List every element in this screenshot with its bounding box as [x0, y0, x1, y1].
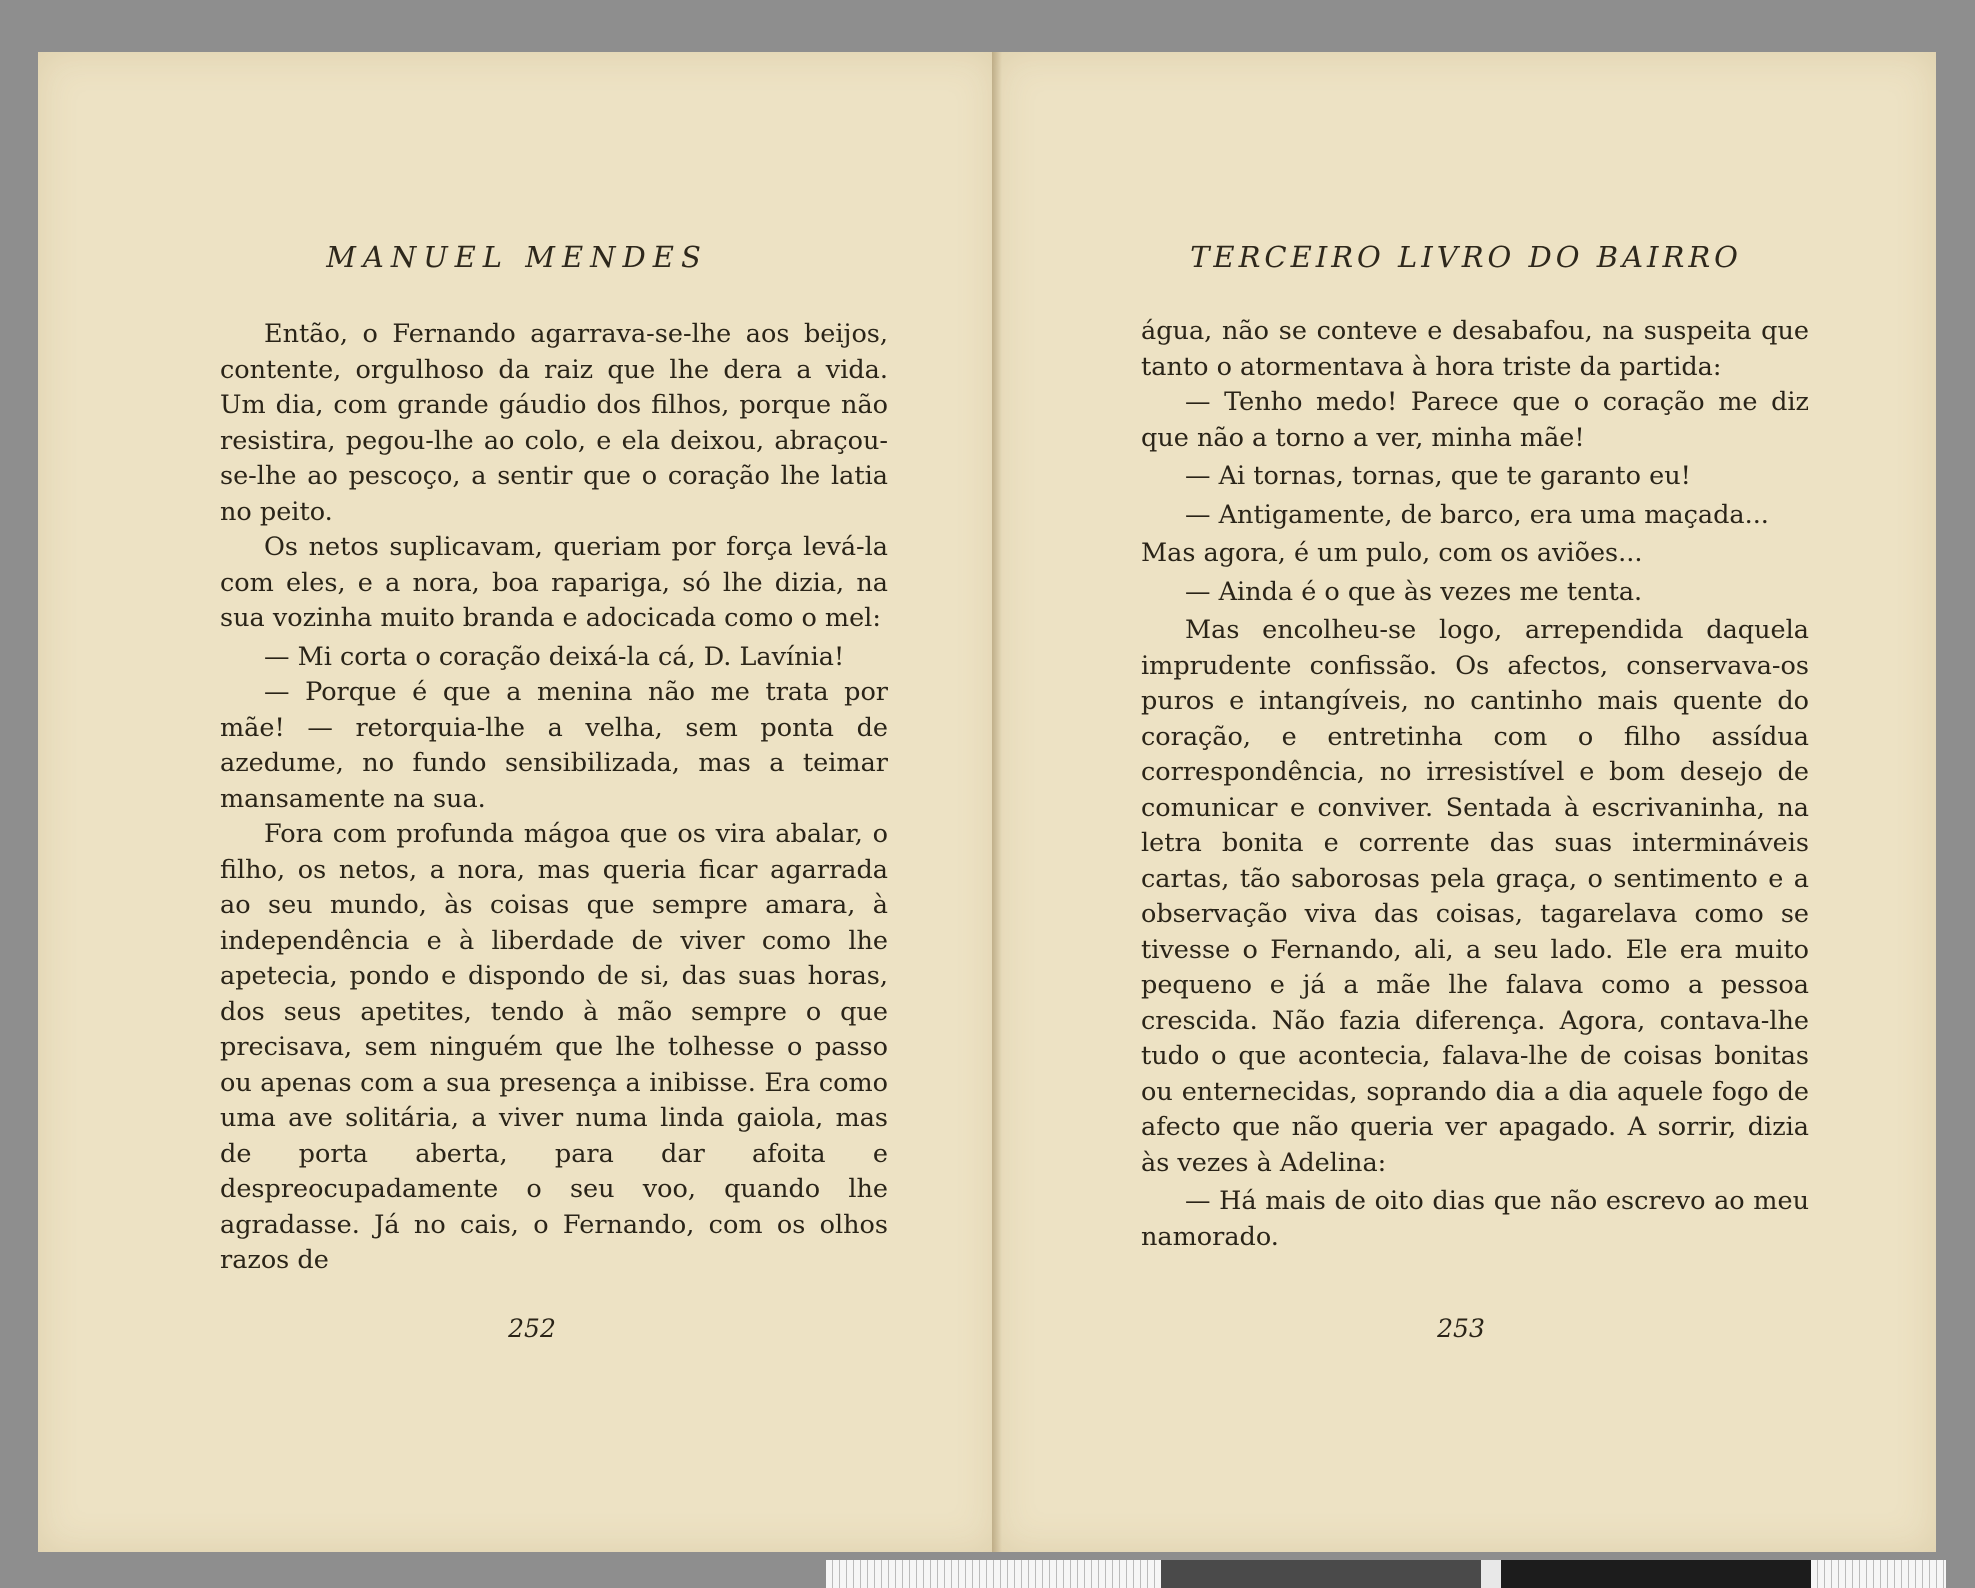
dialogue-line: — Antigamente, de barco, era uma maçada...: [1185, 499, 1769, 530]
ruler-segment: [1481, 1560, 1501, 1588]
dialogue-line: — Há mais de oito dias que não escrevo ao meu namorado.: [1141, 1186, 1809, 1252]
page-number-left: 252: [508, 1314, 556, 1343]
book-spread: [38, 52, 1936, 1552]
dialogue-line: — Ai tornas, tornas, que te garanto eu!: [1185, 461, 1691, 491]
dialogue-line: — Ainda é o que às vezes me tenta.: [1185, 576, 1643, 607]
left-page-body: [220, 317, 888, 1279]
right-page-body: [1141, 314, 1809, 1255]
paragraph-continuation: água, não se conteve e desabafou, na suspeita que tanto o atormentava à hora triste da partida:: [1141, 316, 1809, 382]
ruler-segment: [826, 1560, 1161, 1588]
left-page: [38, 52, 996, 1552]
dialogue-line: Mas agora, é um pulo, com os aviões...: [1141, 538, 1643, 568]
paragraph: Mas encolheu-se logo, arrependida daquela imprudente confissão. Os afectos, conservava-os puros e intangíveis, no cantinho mais quente do coração, e entretinha com o filho assídua correspondência, no irresistível e bom desejo de comunicar e conviver. Sentada à escrivaninha, na letra bonita e corrente das suas intermináveis cartas, tão saborosas pela graça, o sentimento e a observação viva das coisas, tagarelava como se tivesse o Fernando, ali, a seu lado. Ele era muito pequeno e já a mãe lhe falava como a pessoa crescida. Não fazia diferença. Agora, contava-lhe tudo o que acontecia, falava-lhe de coisas bonitas ou enternecidas, soprando dia a dia aquele fogo de afecto que não queria ver apagado. A sorrir, dizia às vezes à Adelina:: [1141, 615, 1809, 1178]
paragraph: Fora com profunda mágoa que os vira abalar, o filho, os netos, a nora, mas queria ficar agarrada ao seu mundo, às coisas que sempre amara, à independência e à liberdade de viver como lhe apetecia, pondo e dispondo de si, das suas horas, dos seus apetites, tendo à mão sempre o que precisava, sem ninguém que lhe tolhesse o passo ou apenas com a sua presença a inibisse. Era como uma ave solitária, a viver numa linda gaiola, mas de porta aberta, para dar afoita e despreocupadamente o seu voo, quando lhe agradasse. Já no cais, o Fernando, com os olhos razos de: [220, 819, 888, 1275]
right-page: [996, 52, 1936, 1552]
running-header-right: TERCEIRO LIVRO DO BAIRRO: [1190, 240, 1742, 274]
paragraph: Os netos suplicavam, queriam por força levá-la com eles, e a nora, boa rapariga, só lhe dizia, na sua vozinha muito branda e adocicada como o mel:: [220, 532, 888, 633]
page-number-right: 253: [1437, 1314, 1485, 1343]
dialogue-line: — Mi corta o coração deixá-la cá, D. Lavínia!: [264, 641, 845, 672]
ruler-segment: [1501, 1560, 1811, 1588]
dialogue-line: — Tenho medo! Parece que o coração me diz que não a torno a ver, minha mãe!: [1141, 387, 1809, 453]
running-header-left: MANUEL MENDES: [326, 240, 708, 274]
dialogue-line: — Porque é que a menina não me trata por mãe! — retorquia-lhe a velha, sem ponta de azedume, no fundo sensibilizada, mas a teimar mansamente na sua.: [220, 677, 888, 814]
ruler-segment: [1811, 1560, 1946, 1588]
paragraph: Então, o Fernando agarrava-se-lhe aos beijos, contente, orgulhoso da raiz que lhe dera a vida. Um dia, com grande gáudio dos filhos, porque não resistira, pegou-lhe ao colo, e ela deixou, abraçou-se-lhe ao pescoço, a sentir que o coração lhe latia no peito.: [220, 319, 888, 527]
ruler-segment: [1161, 1560, 1481, 1588]
scale-ruler: [826, 1560, 1946, 1588]
book-gutter: [992, 52, 1002, 1552]
